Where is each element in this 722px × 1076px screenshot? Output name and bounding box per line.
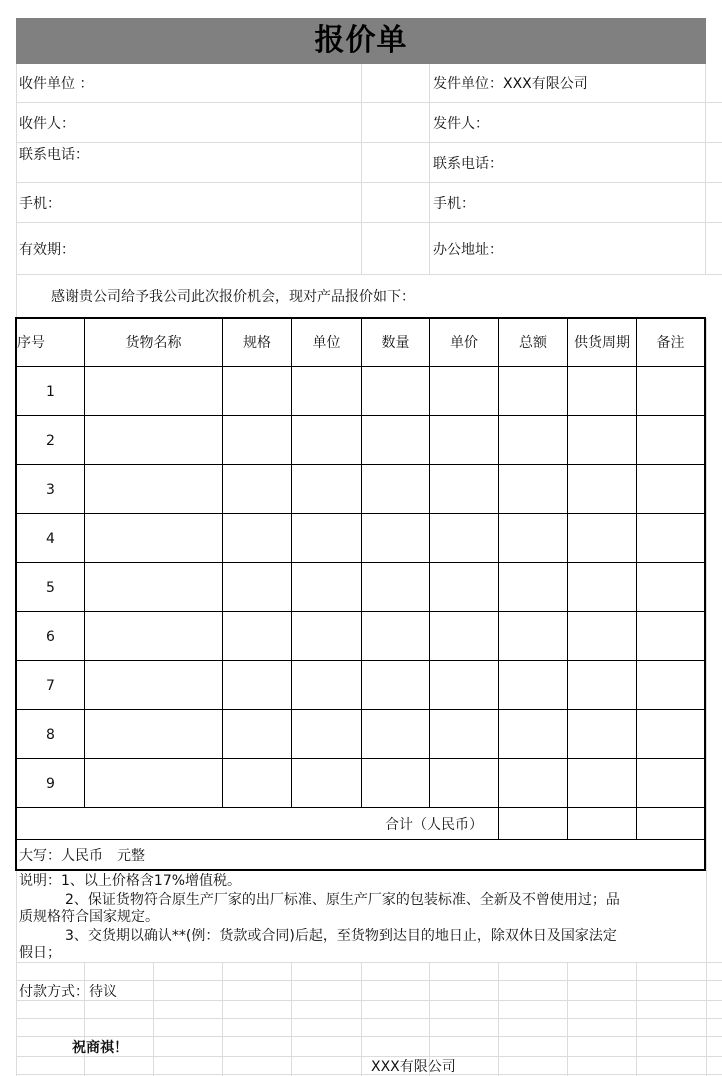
total-label: 合计（人民币） bbox=[385, 817, 483, 833]
row-index: 2 bbox=[46, 433, 55, 449]
note-line-5: 假日； bbox=[19, 945, 61, 961]
row-index: 7 bbox=[46, 678, 55, 694]
row-index: 4 bbox=[46, 531, 55, 547]
row-index: 8 bbox=[46, 727, 55, 743]
row-index: 6 bbox=[46, 629, 55, 645]
note-line-3: 质规格符合国家规定。 bbox=[19, 909, 159, 925]
row-index: 9 bbox=[46, 776, 55, 792]
row-index: 5 bbox=[46, 580, 55, 596]
closing-greeting: 祝商祺！ bbox=[72, 1040, 128, 1056]
sender-mobile-label: 手机： bbox=[433, 196, 475, 212]
row-index: 1 bbox=[46, 384, 55, 400]
recipient-phone-label: 联系电话： bbox=[19, 147, 89, 163]
col-header-goods-name: 货物名称 bbox=[125, 335, 182, 351]
validity-label: 有效期： bbox=[19, 242, 75, 258]
recipient-label: 收件人： bbox=[19, 116, 75, 132]
col-header-index: 序号 bbox=[17, 335, 45, 351]
sender-phone-label: 联系电话： bbox=[433, 156, 503, 172]
col-header-unit-price: 单价 bbox=[450, 335, 478, 351]
col-header-remarks: 备注 bbox=[656, 335, 685, 351]
capital-amount-label: 大写：人民币 元整 bbox=[19, 848, 145, 864]
row-index: 3 bbox=[46, 482, 55, 498]
col-header-spec: 规格 bbox=[243, 335, 271, 351]
recipient-mobile-label: 手机： bbox=[19, 196, 61, 212]
col-header-unit: 单位 bbox=[312, 335, 341, 351]
payment-terms: 付款方式：待议 bbox=[19, 984, 117, 1000]
recipient-unit-label: 收件单位 ： bbox=[19, 76, 94, 92]
sender-label: 发件人： bbox=[433, 116, 489, 132]
company-signature: XXX有限公司 bbox=[371, 1059, 456, 1075]
sender-unit-label: 发件单位：XXX有限公司 bbox=[433, 76, 588, 92]
note-line-1: 说明：1、以上价格含17%增值税。 bbox=[19, 873, 242, 889]
note-line-2: 2、保证货物符合原生产厂家的出厂标准、原生产厂家的包装标准、全新及不曾使用过；品 bbox=[65, 892, 620, 908]
office-address-label: 办公地址： bbox=[433, 242, 503, 258]
page-title: 报价单 bbox=[314, 23, 408, 58]
col-header-quantity: 数量 bbox=[381, 335, 410, 351]
note-line-4: 3、交货期以确认**(例：货款或合同)后起，至货物到达目的地日止，除双休日及国家法定 bbox=[65, 928, 617, 944]
intro-text: 感谢贵公司给予我公司此次报价机会，现对产品报价如下： bbox=[51, 289, 415, 305]
col-header-supply-period: 供货周期 bbox=[574, 335, 630, 351]
col-header-total: 总额 bbox=[519, 335, 547, 351]
